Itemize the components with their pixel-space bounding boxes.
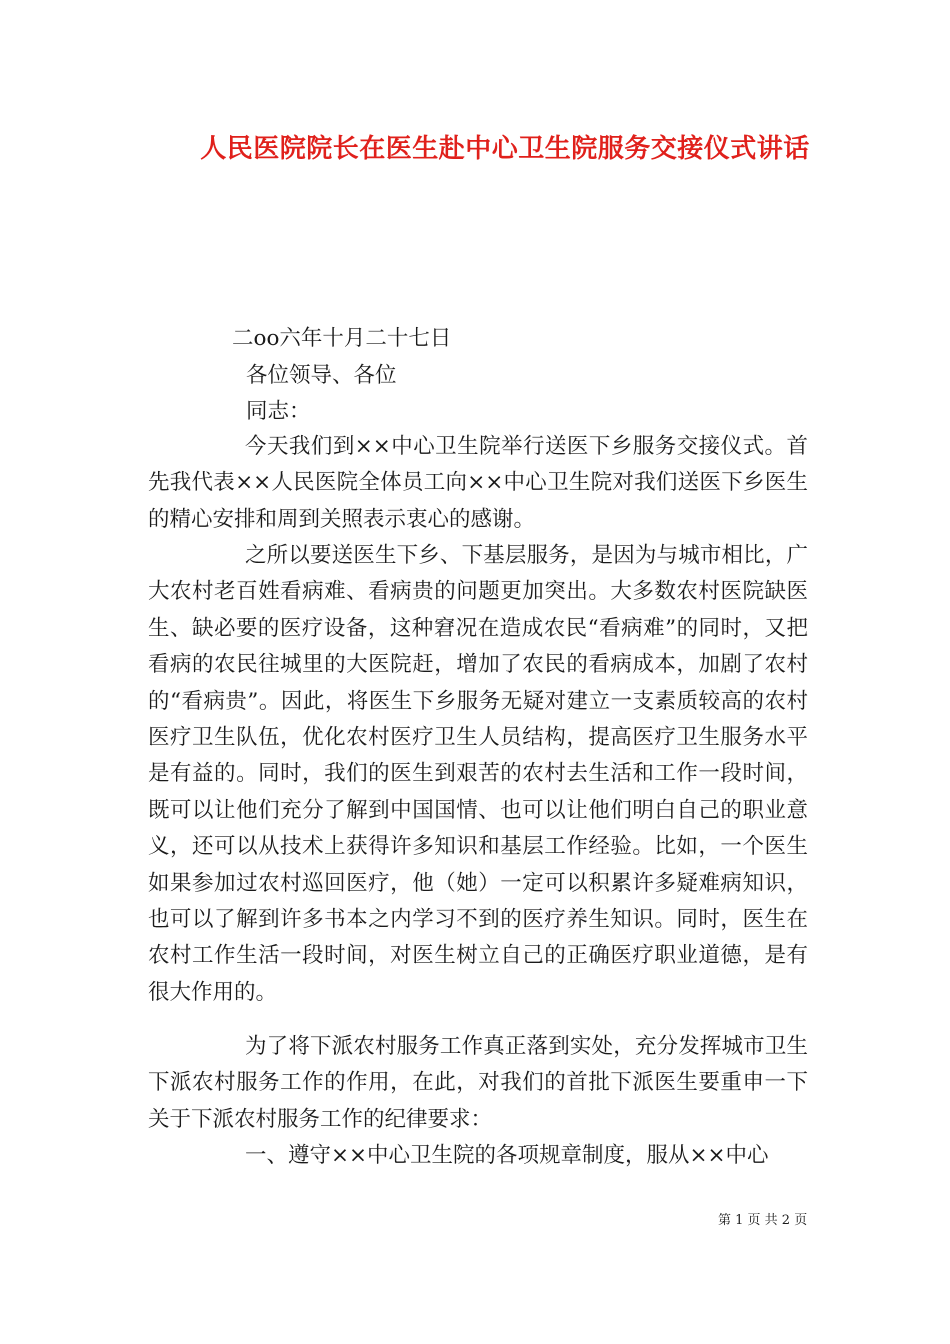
greeting-line-2: 同志： [246,399,311,424]
document-title: 人民医院院长在医生赴中心卫生院服务交接仪式讲话 [200,134,810,164]
document-date: 二oo六年十月二十七日 [232,326,452,351]
body-paragraph-2: 之所以要送医生下乡、下基层服务，是因为与城市相比，广大农村老百姓看病难、看病贵的问题更加突出。大多数农村医院缺医生、缺必要的医疗设备，这种窘况在造成农民“看病难”的同时，又把看病的农民往城里的大医院赶，增加了农民的看病成本，加剧了农村的“看病贵”。因此，将医生下乡服务无疑对建立一支素质较高的农村医疗卫生队伍，优化农村医疗卫生人员结构，提高医疗卫生服务水平是有益的。同时，我们的医生到艰苦的农村去生活和工作一段时间，既可以让他们充分了解到中国国情、也可以让他们明白自己的职业意义，还可以从技术上获得许多知识和基层工作经验。比如，一个医生如果参加过农村巡回医疗，他（她）一定可以积累许多疑难病知识，也可以了解到许多书本之内学习不到的医疗养生知识。同时，医生在农村工作生活一段时间，对医生树立自己的正确医疗职业道德，是有很大作用的。 [148,543,808,1005]
page-footer: 第 1 页 共 2 页 [718,1213,808,1228]
greeting-line-1: 各位领导、各位 [246,363,397,388]
body-paragraph-3: 为了将下派农村服务工作真正落到实处，充分发挥城市卫生下派农村服务工作的作用，在此，对我们的首批下派医生要重申一下关于下派农村服务工作的纪律要求： [148,1034,808,1132]
body-paragraph-4: 一、遵守××中心卫生院的各项规章制度，服从××中心 [245,1143,769,1168]
body-paragraph-1: 今天我们到××中心卫生院举行送医下乡服务交接仪式。首先我代表××人民医院全体员工向××中心卫生院对我们送医下乡医生的精心安排和周到关照表示衷心的感谢。 [148,434,808,532]
